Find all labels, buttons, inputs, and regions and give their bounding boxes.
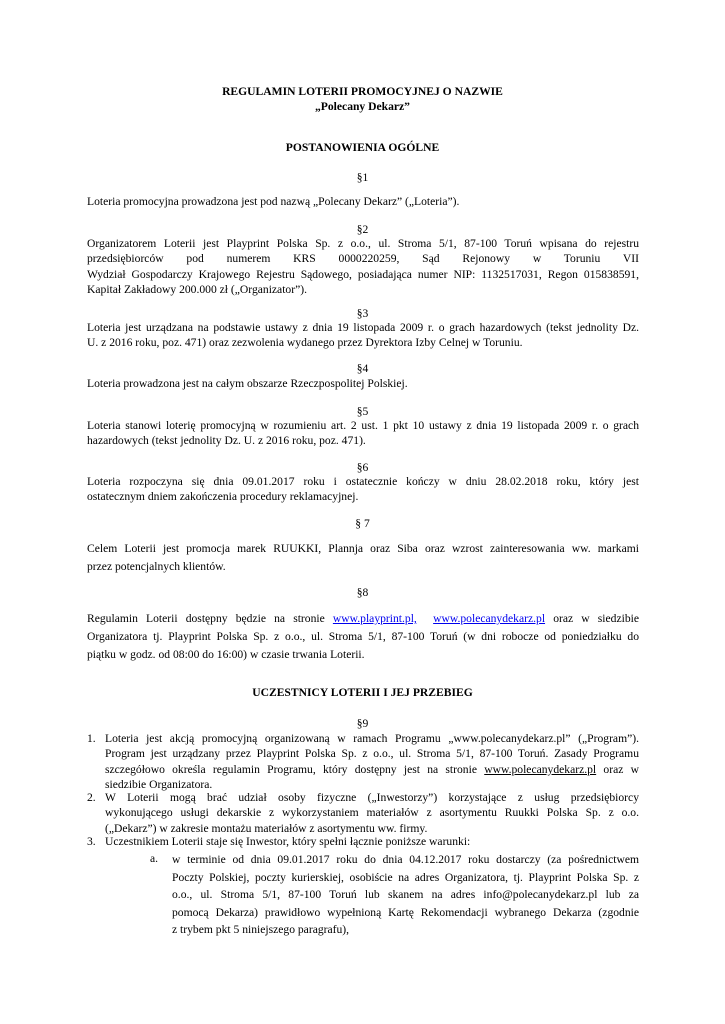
- paragraph-7-text: [87, 540, 639, 576]
- paragraph-3-line: U. z 2016 roku, poz. 471) oraz zezwolenia wydanego przez Dyrektora Izby Celnej w Toruniu.: [87, 336, 523, 350]
- paragraph-6-text: [87, 474, 639, 505]
- paragraph-1-text: Loteria promocyjna prowadzona jest pod nazwą „Polecany Dekarz” („Loteria”).: [87, 195, 460, 208]
- paragraph-8-line: [87, 610, 639, 628]
- paragraph-mark-2: §2: [356, 223, 369, 236]
- paragraph-5-line: Loteria stanowi loterię promocyjną w rozumieniu art. 2 ust. 1 pkt 10 ustawy z dnia 19 listopada 2009 r. o grach: [87, 419, 639, 432]
- title-line-1: REGULAMIN LOTERII PROMOCYJNEJ O NAZWIE: [222, 85, 503, 98]
- paragraph-7-line: przez potencjalnych klientów.: [87, 560, 226, 573]
- paragraph-6-line: ostatecznym dniem zakończenia procedury reklamacyjnej.: [87, 490, 359, 504]
- paragraph-5-text: [87, 418, 639, 449]
- polecanydekarz-link-2[interactable]: www.polecanydekarz.pl: [484, 762, 597, 776]
- paragraph-2-line: Kapitał Zakładowy 200.000 zł („Organizator”).: [87, 283, 307, 297]
- paragraph-3-text: [87, 320, 639, 351]
- paragraph-8-line: Organizatora tj. Playprint Polska Sp. z o.o., ul. Stroma 5/1, 87-100 Toruń (w dni robocze od poniedziałku do: [87, 630, 639, 643]
- list-item-line: W Loterii mogą brać udział osoby fizyczne („Inwestorzy”) korzystające z usług przedsiębiorcy: [105, 791, 639, 804]
- sub-item-letter: a.: [150, 852, 159, 865]
- paragraph-mark-4: §4: [356, 362, 369, 375]
- document-title: [0, 84, 725, 115]
- paragraph-2-line: Organizatorem Loterii jest Playprint Polska Sp. z o.o., ul. Stroma 5/1, 87-100 Toruń wpisana do rejestru: [87, 237, 639, 250]
- title-line-2: „Polecany Dekarz”: [315, 100, 410, 114]
- list-item: [105, 731, 639, 793]
- list-item-line: („Dekarz”) w zakresie montażu materiałów z asortymentu ww. firmy.: [105, 821, 428, 835]
- section-heading-general: POSTANOWIENIA OGÓLNE: [285, 141, 440, 154]
- paragraph-2-line: Wydział Gospodarczy Krajowego Rejestru Sądowego, posiadająca numer NIP: 1132517031, Regon 015838591,: [87, 267, 639, 281]
- paragraph-8-text: [87, 610, 639, 664]
- list-item-line: Loteria jest akcją promocyjną organizowaną w ramach Programu „www.polecanydekarz.pl” („Program”).: [105, 732, 639, 745]
- paragraph-8-pre: Regulamin Loterii dostępny będzie na stronie: [87, 612, 333, 625]
- sub-item-line: Poczty Polskiej, poczty kurierskiej, osobiście na adres Organizatora, tj. Playprint Polska Sp. z: [172, 870, 639, 884]
- list-item-number: 2.: [87, 791, 96, 804]
- polecanydekarz-link[interactable]: www.polecanydekarz.pl: [433, 612, 546, 625]
- paragraph-5-line: hazardowych (tekst jednolity Dz. U. z 2016 roku, poz. 471).: [87, 434, 366, 448]
- list-item-line: Uczestnikiem Loterii staje się Inwestor, który spełni łącznie poniższe warunki:: [105, 835, 471, 848]
- list-item-text: oraz w: [596, 762, 639, 776]
- list-item-number: 3.: [87, 835, 96, 848]
- list-item-line: [105, 762, 639, 777]
- paragraph-mark-3: §3: [356, 307, 369, 320]
- list-item-text: szczegółowo określa regulamin Programu, który dostępny jest na stronie: [105, 762, 485, 776]
- playprint-link[interactable]: www.playprint.pl,: [332, 612, 417, 625]
- paragraph-8-post: oraz w siedzibie: [545, 612, 639, 625]
- paragraph-mark-1: §1: [356, 171, 369, 184]
- sub-item-line: w terminie od dnia 09.01.2017 roku do dnia 04.12.2017 roku dostarczy (za pośrednictwem: [172, 853, 639, 866]
- paragraph-2-text: [87, 236, 639, 298]
- list-item-line: Program jest urządzany przez Playprint Polska Sp. z o.o., ul. Stroma 5/1, 87-100 Toruń. Zasady Programu: [105, 747, 639, 761]
- paragraph-mark-6: §6: [356, 461, 369, 474]
- paragraph-6-line: Loteria rozpoczyna się dnia 09.01.2017 roku i ostatecznie kończy w dniu 28.02.2018 roku, który jest: [87, 475, 639, 488]
- paragraph-mark-8: §8: [356, 586, 369, 599]
- sub-item-line: o.o., ul. Stroma 5/1, 87-100 Toruń lub skanem na adres info@polecanydekarz.pl lub za: [172, 888, 639, 902]
- sub-item: [172, 851, 639, 939]
- paragraph-mark-9: §9: [356, 717, 369, 730]
- sub-item-line: pomocą Dekarza) prawidłowo wypełnioną Kartę Rekomendacji wybranego Dekarza (zgodnie: [172, 905, 639, 919]
- sub-item-line: z trybem pkt 5 niniejszego paragrafu),: [172, 923, 350, 937]
- paragraph-mark-7: § 7: [355, 517, 370, 530]
- paragraph-8-line: piątku w godz. od 08:00 do 16:00) w czasie trwania Loterii.: [87, 648, 365, 661]
- section-heading-participants: UCZESTNICY LOTERII I JEJ PRZEBIEG: [252, 686, 473, 699]
- paragraph-3-line: Loteria jest urządzana na podstawie ustawy z dnia 19 listopada 2009 r. o grach hazardowych (tekst jednolity Dz.: [87, 321, 639, 334]
- list-item: [105, 790, 639, 836]
- paragraph-mark-5: §5: [356, 405, 369, 418]
- list-item-line: siedzibie Organizatora.: [105, 778, 213, 792]
- paragraph-7-line: Celem Loterii jest promocja marek RUUKKI, Plannja oraz Siba oraz wzrost zainteresowania ww. markami: [87, 542, 639, 555]
- list-item-line: wykonującego usługi dekarskie z wykorzystaniem materiałów z asortymentu Ruukki Polska Sp. z o.o.: [105, 806, 639, 820]
- paragraph-2-line: przedsiębiorców pod numerem KRS 0000220259, Sąd Rejonowy w Toruniu VII: [87, 252, 639, 266]
- paragraph-4-text: Loteria prowadzona jest na całym obszarze Rzeczpospolitej Polskiej.: [87, 377, 408, 390]
- list-item-number: 1.: [87, 732, 96, 745]
